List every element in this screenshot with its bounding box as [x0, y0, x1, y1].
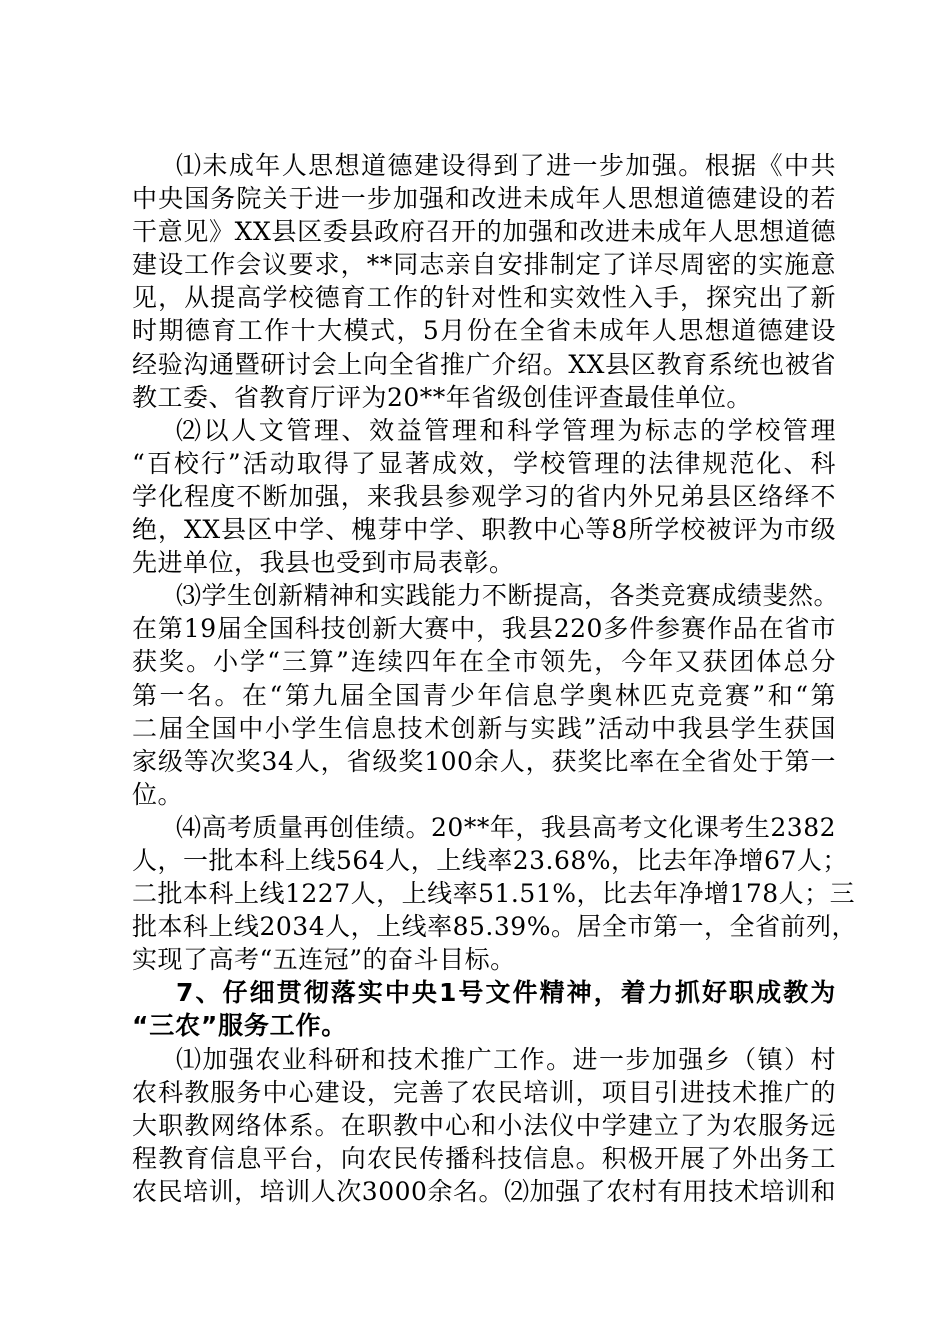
paragraph-4-line-4: 批本科上线2034人，上线率85.39%。居全市第一，全省前列， [132, 912, 857, 942]
document-body [132, 149, 857, 1208]
paragraph-3-line-1: ⑶学生创新精神和实践能力不断提高，各类竞赛成绩斐然。 [176, 581, 840, 611]
paragraph-4-line-5: 实现了高考“五连冠”的奋斗目标。 [132, 945, 516, 975]
paragraph-2-line-4: 绝，XX县区中学、槐芽中学、职教中心等8所学校被评为市级 [132, 515, 836, 545]
paragraph-4-line-2: 人，一批本科上线564人，上线率23.68%，比去年净增67人； [132, 845, 848, 875]
paragraph-5-line-1: ⑴加强农业科研和技术推广工作。进一步加强乡（镇）村 [176, 1044, 836, 1074]
paragraph-5-line-5: 农民培训，培训人次3000余名。⑵加强了农村有用技术培训和 [132, 1176, 836, 1206]
paragraph-1-line-5: 见，从提高学校德育工作的针对性和实效性入手，探究出了新 [132, 283, 836, 313]
paragraph-1-line-3: 干意见》XX县区委县政府召开的加强和改进未成年人思想道德 [132, 217, 836, 247]
paragraph-2-line-2: “百校行”活动取得了显著成效，学校管理的法律规范化、科 [132, 448, 836, 478]
paragraph-1-line-8: 教工委、省教育厅评为20**年省级创佳评查最佳单位。 [132, 382, 752, 412]
section-heading-line-1: 7、仔细贯彻落实中央1号文件精神，着力抓好职成教为 [176, 978, 836, 1008]
paragraph-2-line-5: 先进单位，我县也受到市局表彰。 [132, 548, 515, 578]
paragraph-5-line-3: 大职教网络体系。在职教中心和小法仪中学建立了为农服务远 [132, 1110, 836, 1140]
paragraph-4-line-1: ⑷高考质量再创佳绩。20**年，我县高考文化课考生2382 [176, 812, 836, 842]
paragraph-3-line-4: 第一名。在“第九届全国青少年信息学奥林匹克竞赛”和“第 [132, 680, 836, 710]
paragraph-4-line-3: 二批本科上线1227人，上线率51.51%，比去年净增178人；三 [132, 879, 856, 909]
paragraph-5-line-4: 程教育信息平台，向农民传播科技信息。积极开展了外出务工 [132, 1143, 836, 1173]
paragraph-5-line-2: 农科教服务中心建设，完善了农民培训，项目引进技术推广的 [132, 1077, 836, 1107]
paragraph-3-line-5: 二届全国中小学生信息技术创新与实践”活动中我县学生获国 [132, 713, 836, 743]
paragraph-1-line-2: 中央国务院关于进一步加强和改进未成年人思想道德建设的若 [132, 184, 836, 214]
paragraph-3-line-7: 位。 [132, 779, 184, 809]
paragraph-3-line-2: 在第19届全国科技创新大赛中，我县220多件参赛作品在省市 [132, 614, 836, 644]
paragraph-3-line-3: 获奖。小学“三算”连续四年在全市领先，今年又获团体总分 [132, 647, 836, 677]
paragraph-3-line-6: 家级等次奖34人，省级奖100余人，获奖比率在全省处于第一 [132, 746, 836, 776]
section-heading-line-2: “三农”服务工作。 [132, 1011, 348, 1041]
paragraph-1-line-7: 经验沟通暨研讨会上向全省推广介绍。XX县区教育系统也被省 [132, 349, 836, 379]
paragraph-1-line-1: ⑴未成年人思想道德建设得到了进一步加强。根据《中共 [176, 151, 836, 180]
paragraph-2-line-3: 学化程度不断加强，来我县参观学习的省内外兄弟县区络绎不 [132, 481, 836, 511]
paragraph-1-line-6: 时期德育工作十大模式，5月份在全省未成年人思想道德建设 [132, 316, 836, 346]
paragraph-2-line-1: ⑵以人文管理、效益管理和科学管理为标志的学校管理 [176, 415, 836, 445]
paragraph-1-line-4: 建设工作会议要求，**同志亲自安排制定了详尽周密的实施意 [132, 250, 836, 280]
